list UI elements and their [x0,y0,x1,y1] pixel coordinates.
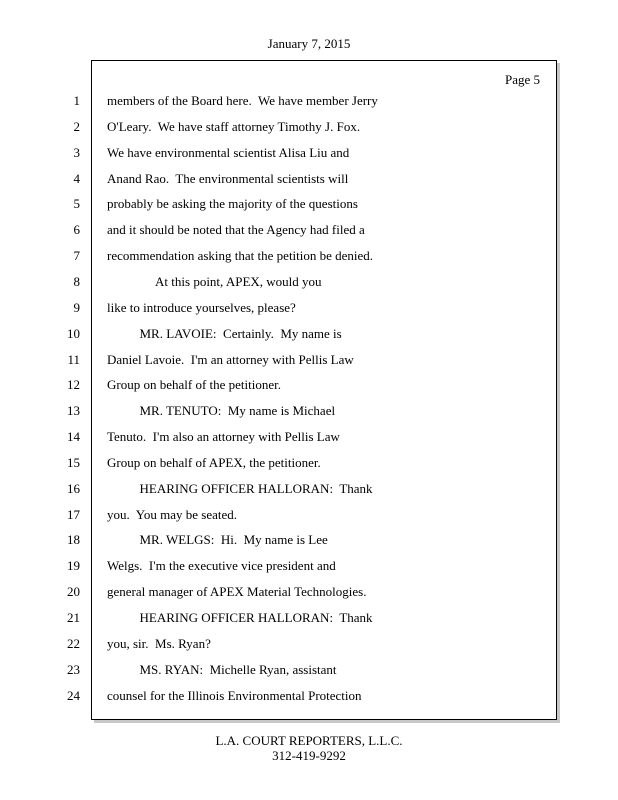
line-text: recommendation asking that the petition be denied. [107,248,374,264]
transcript-line [0,454,618,472]
transcript-line [0,299,618,317]
line-number: 4 [73,170,80,186]
line-number: 7 [73,248,80,264]
line-number: 5 [73,196,80,212]
line-text: At this point, APEX, would you [107,273,322,289]
line-text: Daniel Lavoie. I'm an attorney with Pellis Law [107,351,354,367]
transcript-line [0,351,618,369]
line-number: 24 [67,687,80,703]
line-number: 20 [67,584,80,600]
transcript-line [0,557,618,575]
transcript-line [0,531,618,549]
line-text: Welgs. I'm the executive vice president and [107,558,336,574]
line-text: HEARING OFFICER HALLORAN: Thank [107,480,373,496]
line-text: probably be asking the majority of the questions [107,196,358,212]
line-number: 16 [67,480,80,496]
transcript-line [0,92,618,110]
transcript-line [0,247,618,265]
line-number: 19 [67,558,80,574]
line-text: Group on behalf of APEX, the petitioner. [107,454,321,470]
line-number: 13 [67,403,80,419]
line-text: HEARING OFFICER HALLORAN: Thank [107,610,373,625]
line-text: general manager of APEX Material Technologies. [107,584,367,600]
transcript-line [0,609,618,627]
line-text: Group on behalf of the petitioner. [107,377,282,393]
line-number: 6 [73,222,80,238]
line-number: 18 [67,532,80,548]
line-text: Anand Rao. The environmental scientists will [107,170,349,186]
line-text: you. You may be seated. [107,506,237,522]
line-number: 9 [73,299,80,315]
line-text: MR. LAVOIE: Certainly. My name is [107,325,342,341]
line-number: 22 [67,635,80,651]
line-number: 14 [67,429,80,445]
line-text: like to introduce yourselves, please? [107,299,296,315]
transcript-line [0,661,618,679]
line-text: We have environmental scientist Alisa Liu and [107,144,350,160]
transcript-line [0,325,618,343]
transcript-line [0,480,618,498]
line-text: O'Leary. We have staff attorney Timothy J. Fox. [107,118,361,134]
line-text: Tenuto. I'm also an attorney with Pellis Law [107,429,340,445]
transcript-line [0,583,618,601]
line-number: 1 [73,93,80,108]
line-text: you, sir. Ms. Ryan? [107,635,211,651]
transcript-line [0,506,618,524]
line-number: 11 [67,351,80,367]
line-number: 15 [67,454,80,470]
transcript-line [0,221,618,239]
transcript-line [0,195,618,213]
transcript-line [0,170,618,188]
footer [0,733,618,763]
line-text: and it should be noted that the Agency had filed a [107,222,365,238]
line-number: 12 [67,377,80,393]
line-text: MR. WELGS: Hi. My name is Lee [107,532,328,548]
line-number: 10 [67,325,80,341]
transcript-line [0,635,618,653]
line-number: 17 [67,506,80,522]
line-text: counsel for the Illinois Environmental Protection [107,687,362,703]
line-number: 3 [73,144,80,160]
line-number: 8 [73,273,80,289]
transcript-line [0,428,618,446]
footer-phone: 312-419-9292 [272,748,346,763]
transcript-line [0,118,618,136]
transcript-line [0,273,618,291]
page-number: Page 5 [504,72,540,87]
line-number: 21 [67,610,80,625]
footer-company: L.A. COURT REPORTERS, L.L.C. [215,733,403,748]
transcript-line [0,687,618,705]
transcript-line [0,376,618,394]
header-date: January 7, 2015 [267,36,351,51]
transcript-line [0,402,618,420]
transcript-line [0,144,618,162]
line-text: MR. TENUTO: My name is Michael [107,403,336,419]
line-number: 2 [73,118,80,134]
line-text: MS. RYAN: Michelle Ryan, assistant [107,661,337,677]
line-text: members of the Board here. We have member Jerry [107,93,378,108]
line-number: 23 [67,661,80,677]
